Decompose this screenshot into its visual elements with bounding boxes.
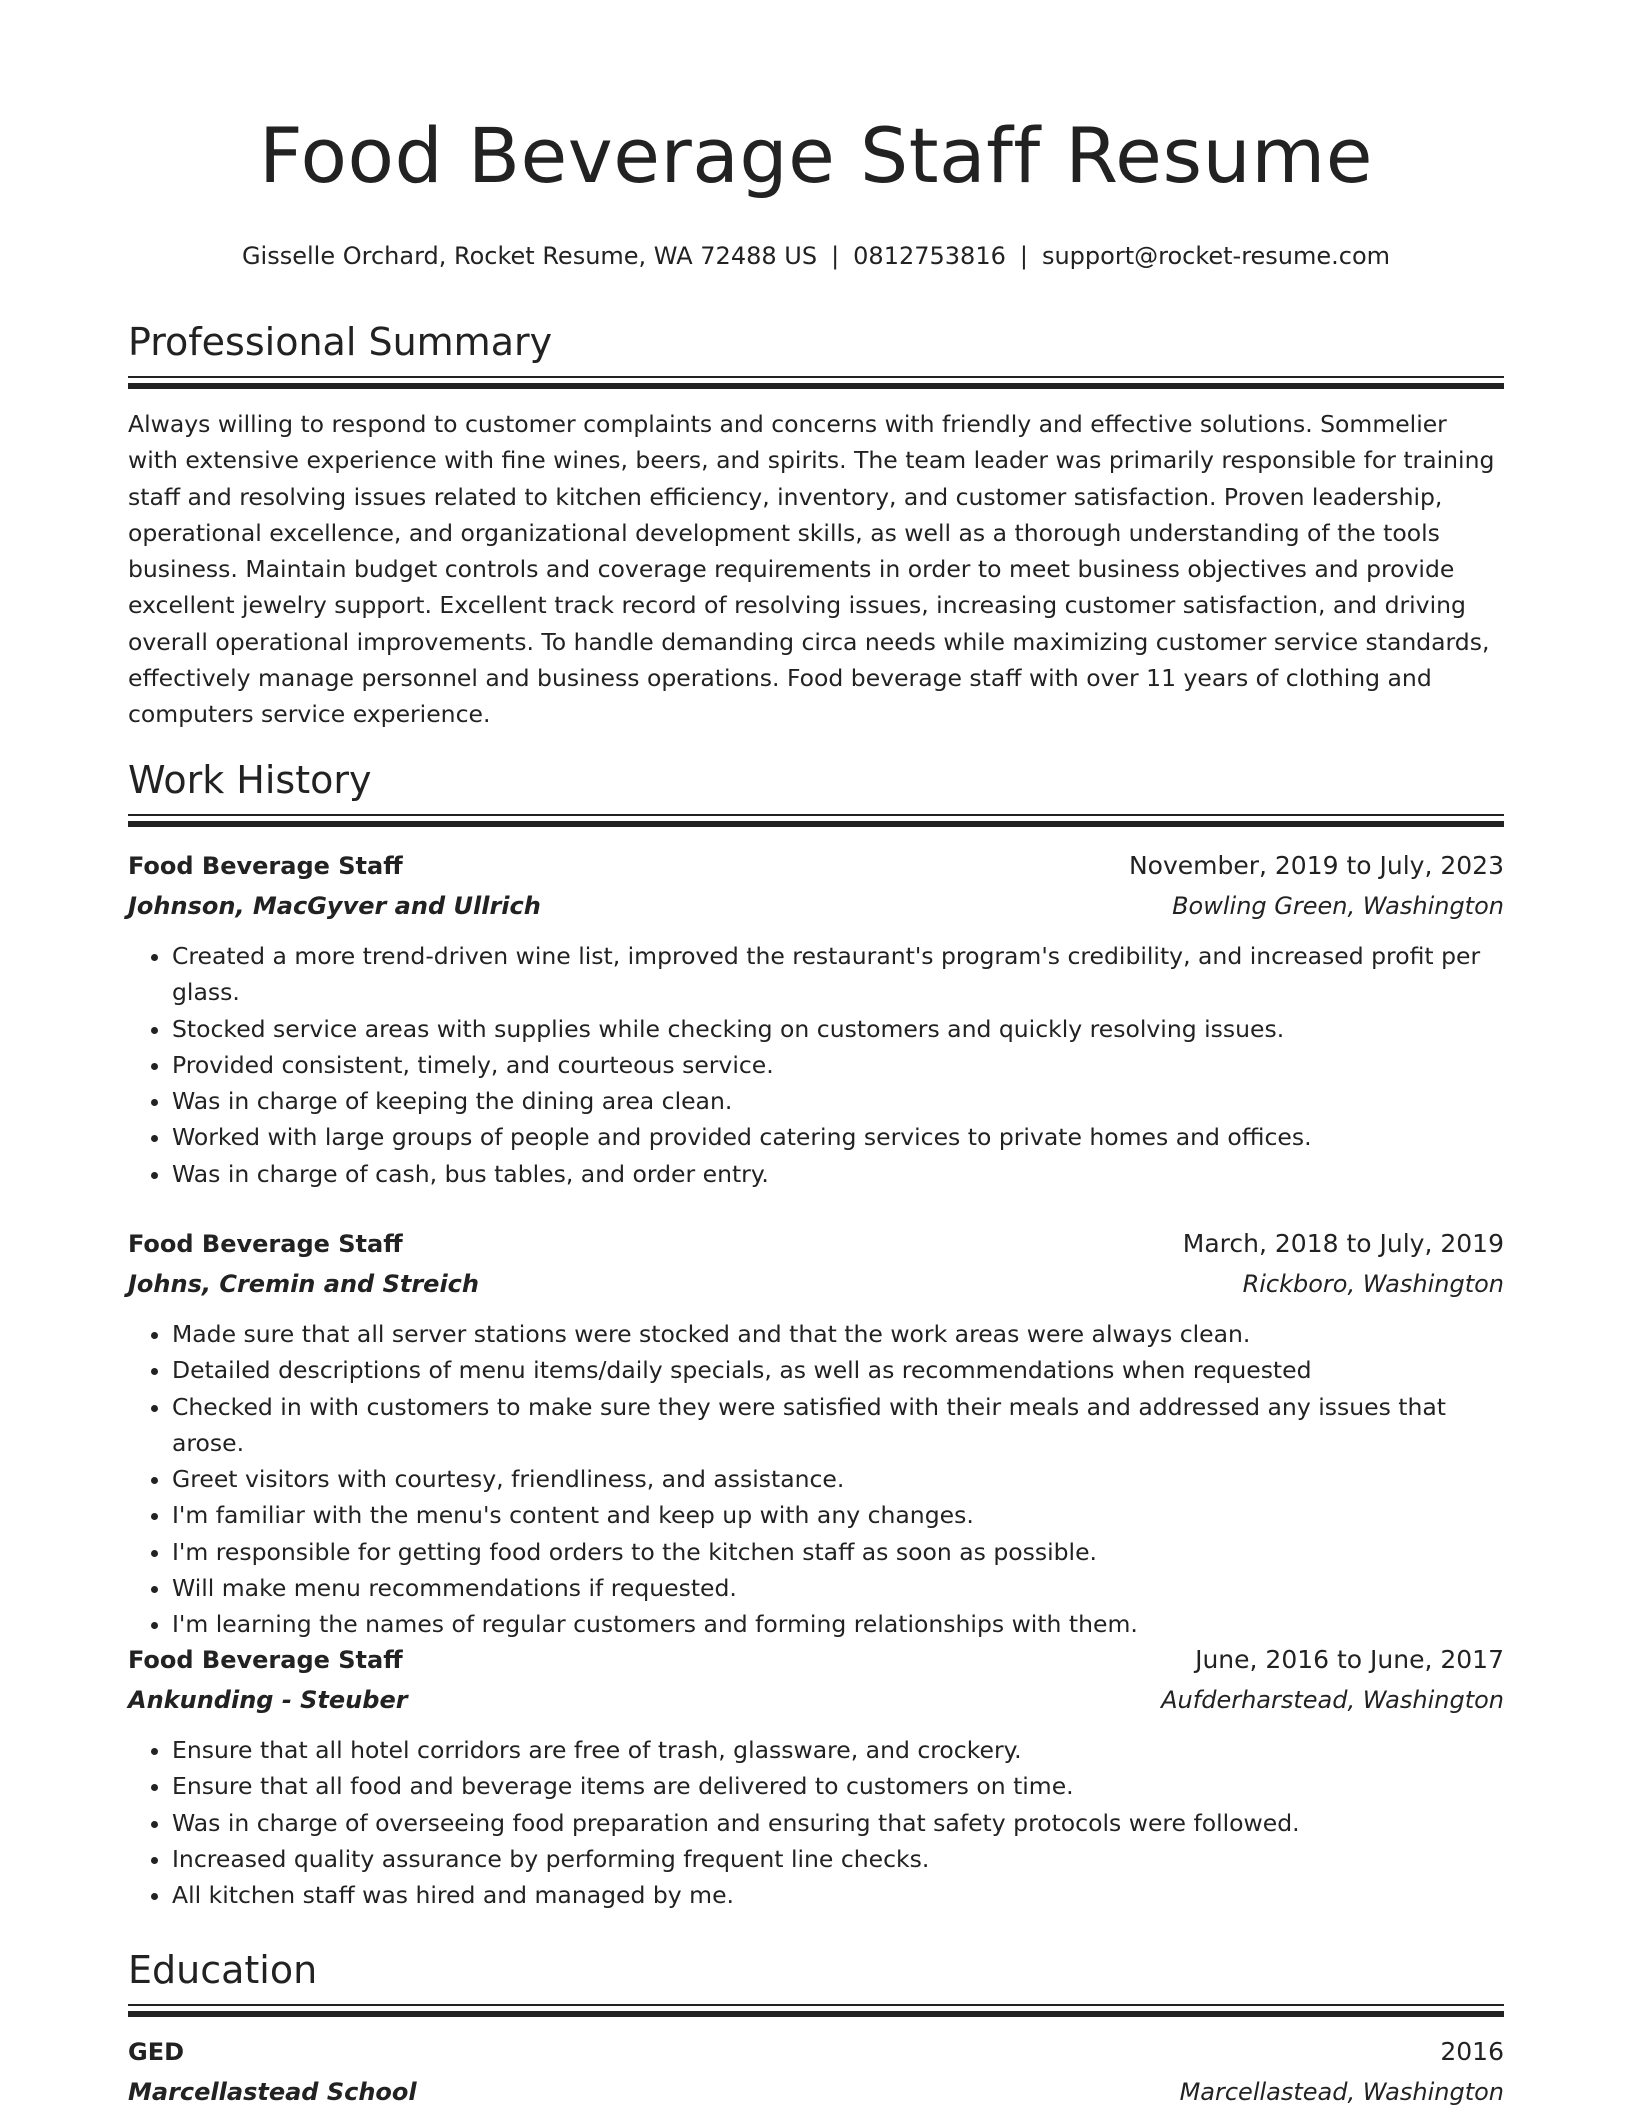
summary-heading-block [128, 320, 1504, 364]
job-dates: June, 2016 to June, 2017 [1195, 1645, 1504, 1674]
list-item: • I'm familiar with the menu's content and keep up with any changes. [172, 1497, 1504, 1533]
section-divider [128, 2004, 1504, 2017]
contact-separator: | [831, 242, 840, 270]
list-item: • Ensure that all hotel corridors are free of trash, glassware, and crockery. [172, 1732, 1504, 1768]
list-item: • Created a more trend-driven wine list, improved the restaurant's program's credibility, and increased profit per glass. [172, 938, 1504, 1011]
job-company: Johns, Cremin and Streich [128, 1270, 479, 1298]
job-title: Food Beverage Staff [128, 852, 403, 880]
job-entry [128, 1640, 1504, 1913]
job-entry [128, 846, 1504, 1192]
contact-address: Gisselle Orchard, Rocket Resume, WA 72488 US [241, 242, 818, 270]
section-divider [128, 376, 1504, 389]
summary-text: Always willing to respond to customer complaints and concerns with friendly and effective solutions. Sommelier with extensive experience with fine wines, beers, and spirits. The team leader was primarily responsible for training staff and resolving issues related to kitchen efficiency, inventory, and customer satisfaction. Proven leadership, operational excellence, and organizational development skills, as well as a thorough understanding of the tools business. Maintain budget controls and coverage requirements in order to meet business objectives and provide excellent jewelry support. Excellent track record of resolving issues, increasing customer satisfaction, and driving overall operational improvements. To handle demanding circa needs while maximizing customer service standards, effectively manage personnel and business operations. Food beverage staff with over 11 years of clothing and computers service experience. [128, 410, 1495, 729]
job-entry [128, 1224, 1504, 1643]
education-heading-block [128, 1948, 1504, 1992]
work-heading-block [128, 758, 1504, 802]
job-title: Food Beverage Staff [128, 1646, 403, 1674]
contact-separator: | [1019, 242, 1028, 270]
list-item: • Provided consistent, timely, and courteous service. [172, 1047, 1504, 1083]
list-item: • All kitchen staff was hired and managed by me. [172, 1877, 1504, 1913]
education-entry [128, 2032, 1504, 2112]
list-item: • Was in charge of cash, bus tables, and order entry. [172, 1156, 1504, 1192]
education-degree: GED [128, 2038, 185, 2066]
job-duties [128, 938, 1504, 1192]
education-year: 2016 [1440, 2037, 1504, 2066]
education-school: Marcellastead School [128, 2078, 417, 2106]
job-title: Food Beverage Staff [128, 1230, 403, 1258]
list-item: • Was in charge of overseeing food preparation and ensuring that safety protocols were followed. [172, 1805, 1504, 1841]
contact-phone: 0812753816 [853, 242, 1006, 270]
contact-email: support@rocket-resume.com [1041, 242, 1391, 270]
resume-title: Food Beverage Staff Resume [259, 111, 1373, 200]
job-duties [128, 1316, 1504, 1643]
list-item: • Stocked service areas with supplies while checking on customers and quickly resolving issues. [172, 1011, 1504, 1047]
summary-heading: Professional Summary [128, 320, 553, 364]
job-dates: November, 2019 to July, 2023 [1128, 851, 1504, 880]
list-item: • Ensure that all food and beverage items are delivered to customers on time. [172, 1768, 1504, 1804]
job-dates: March, 2018 to July, 2019 [1182, 1229, 1504, 1258]
list-item: • Greet visitors with courtesy, friendliness, and assistance. [172, 1461, 1504, 1497]
job-location: Rickboro, Washington [1242, 1270, 1504, 1298]
list-item: • Was in charge of keeping the dining area clean. [172, 1083, 1504, 1119]
contact-line [128, 240, 1504, 272]
job-company: Johnson, MacGyver and Ullrich [128, 892, 541, 920]
list-item: • Will make menu recommendations if requested. [172, 1570, 1504, 1606]
education-heading: Education [128, 1948, 318, 1992]
list-item: • Detailed descriptions of menu items/daily specials, as well as recommendations when requested [172, 1352, 1504, 1388]
list-item: • Worked with large groups of people and provided catering services to private homes and offices. [172, 1119, 1504, 1155]
list-item: • Made sure that all server stations were stocked and that the work areas were always clean. [172, 1316, 1504, 1352]
education-location: Marcellastead, Washington [1179, 2078, 1504, 2106]
job-company: Ankunding - Steuber [128, 1686, 408, 1714]
list-item: • Checked in with customers to make sure they were satisfied with their meals and addressed any issues that arose. [172, 1389, 1504, 1462]
list-item: • Increased quality assurance by performing frequent line checks. [172, 1841, 1504, 1877]
section-divider [128, 814, 1504, 827]
list-item: • I'm learning the names of regular customers and forming relationships with them. [172, 1606, 1504, 1642]
job-duties [128, 1732, 1504, 1913]
work-heading: Work History [128, 758, 372, 802]
job-location: Aufderharstead, Washington [1161, 1686, 1504, 1714]
list-item: • I'm responsible for getting food orders to the kitchen staff as soon as possible. [172, 1534, 1504, 1570]
job-location: Bowling Green, Washington [1172, 892, 1504, 920]
